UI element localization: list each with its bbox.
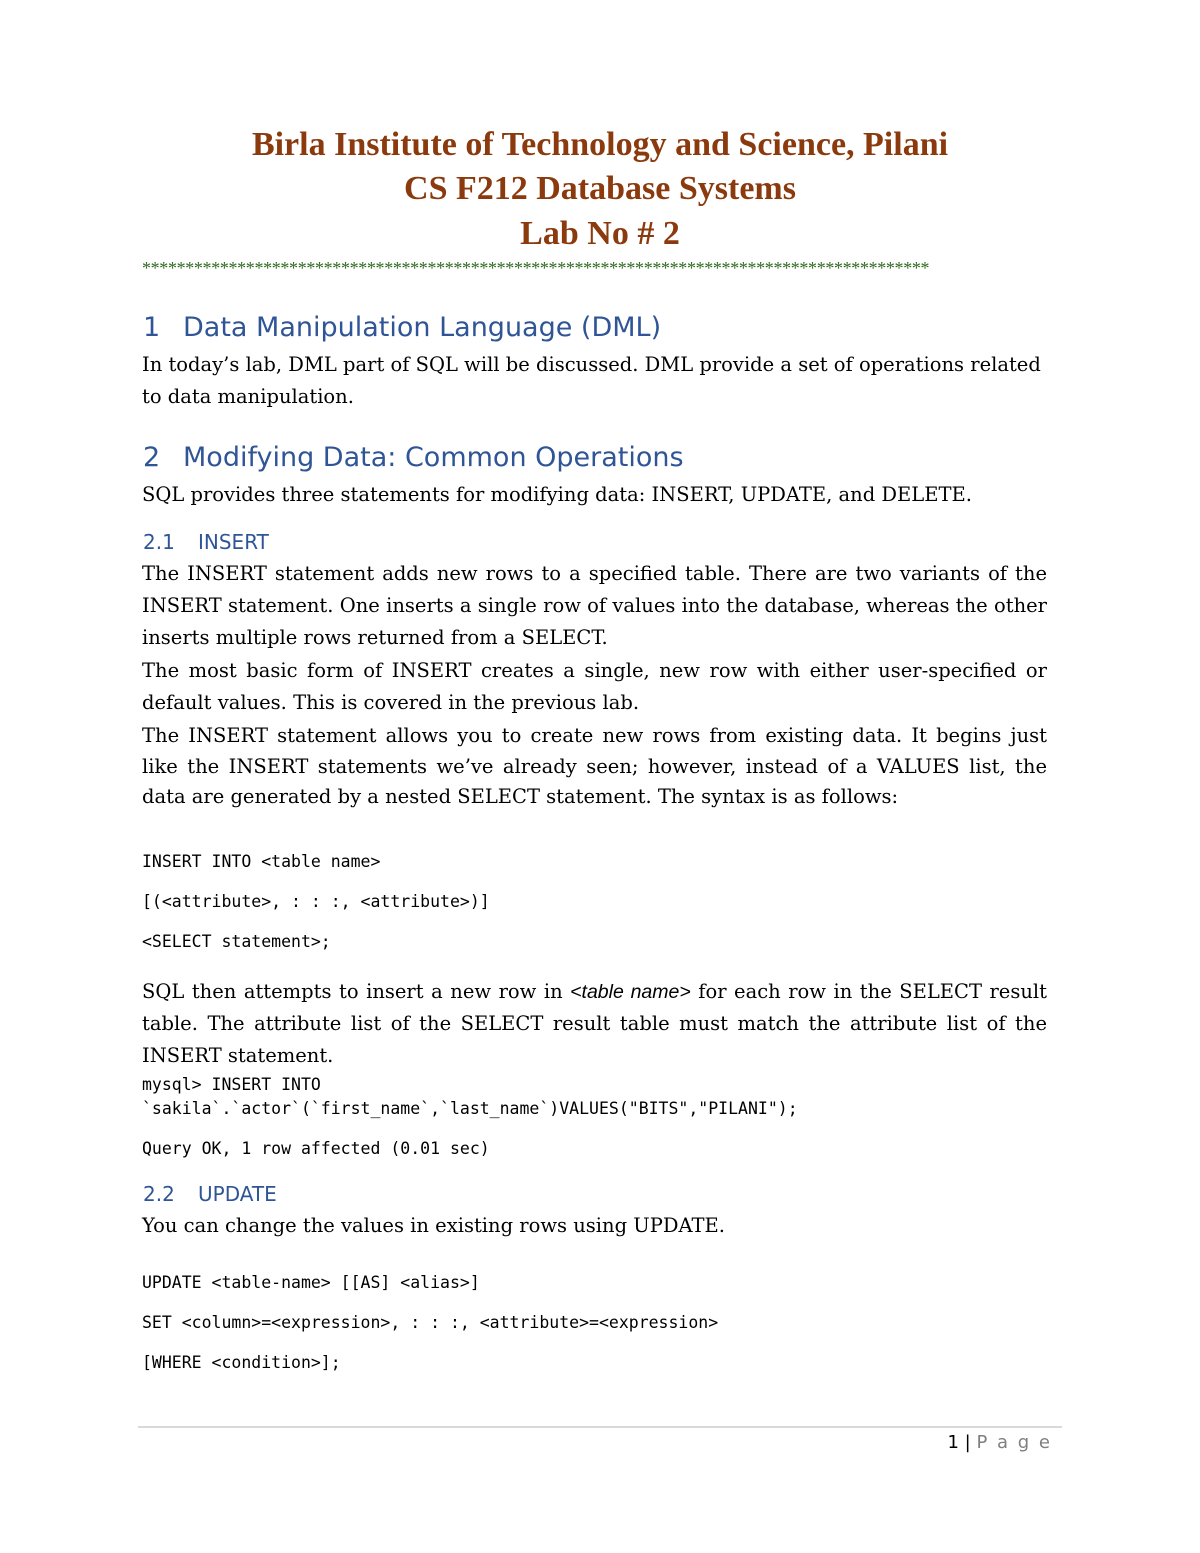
section-1-heading <box>143 312 661 343</box>
code-line: SET <column>=<expression>, : : :, <attribute>=<expression> <box>142 1313 719 1332</box>
table-name-italic: <table name> <box>570 981 691 1003</box>
code-line: mysql> INSERT INTO <box>142 1075 321 1094</box>
lab-title: Lab No # 2 <box>520 215 680 252</box>
section-1-paragraph: In today’s lab, DML part of SQL will be discussed. DML provide a set of operations related to data manipulation. <box>142 353 1041 408</box>
section-2-paragraph: SQL provides three statements for modifying data: INSERT, UPDATE, and DELETE. <box>142 483 972 506</box>
star-separator: ******************************************************************************************* <box>142 258 930 278</box>
page-label: P a g e <box>976 1432 1052 1453</box>
section-title: Modifying Data: Common Operations <box>183 442 684 473</box>
page-footer <box>947 1432 1052 1453</box>
section-2-heading <box>143 442 684 473</box>
code-line: [WHERE <condition>]; <box>142 1353 341 1372</box>
page-number: 1 <box>947 1432 959 1453</box>
code-line: Query OK, 1 row affected (0.01 sec) <box>142 1139 490 1158</box>
insert-paragraph-3: The INSERT statement allows you to create new rows from existing data. It begins just like the INSERT statements we’ve already seen; however, instead of a VALUES list, the data are generated by a nested SELECT statement. The syntax is as follows: <box>142 724 1047 808</box>
section-title: INSERT <box>198 530 269 554</box>
insert-paragraph-2: The most basic form of INSERT creates a single, new row with either user-specified or default values. This is covered in the previous lab. <box>142 659 1047 714</box>
text-run: SQL then attempts to insert a new row in <box>142 980 571 1003</box>
footer-divider <box>138 1426 1062 1428</box>
section-number: 2.2 <box>143 1182 175 1206</box>
footer-separator: | <box>964 1432 971 1453</box>
code-line: UPDATE <table-name> [[AS] <alias>] <box>142 1273 480 1292</box>
section-2-1-heading <box>143 530 269 554</box>
course-title: CS F212 Database Systems <box>404 170 796 207</box>
section-number: 2 <box>143 442 161 473</box>
insert-paragraph-1: The INSERT statement adds new rows to a specified table. There are two variants of the INSERT statement. One inserts a single row of values into the database, whereas the other inserts multiple rows returned from a SELECT. <box>142 562 1047 649</box>
section-title: UPDATE <box>198 1182 277 1206</box>
insert-paragraph-4 <box>142 976 1047 1072</box>
code-line: <SELECT statement>; <box>142 932 331 951</box>
code-line: [(<attribute>, : : :, <attribute>)] <box>142 892 490 911</box>
text-run: for each row in the SELECT result table. The attribute list of the SELECT result table must match the attribute list of the INSERT statement. <box>142 980 1047 1067</box>
section-number: 1 <box>143 312 161 343</box>
update-paragraph: You can change the values in existing rows using UPDATE. <box>142 1214 725 1237</box>
section-title: Data Manipulation Language (DML) <box>183 312 662 343</box>
section-number: 2.1 <box>143 530 175 554</box>
code-line: `sakila`.`actor`(`first_name`,`last_name`)VALUES("BITS","PILANI"); <box>142 1099 798 1118</box>
code-line: INSERT INTO <table name> <box>142 852 381 871</box>
institute-title: Birla Institute of Technology and Science, Pilani <box>251 126 949 163</box>
section-2-2-heading <box>143 1182 277 1206</box>
